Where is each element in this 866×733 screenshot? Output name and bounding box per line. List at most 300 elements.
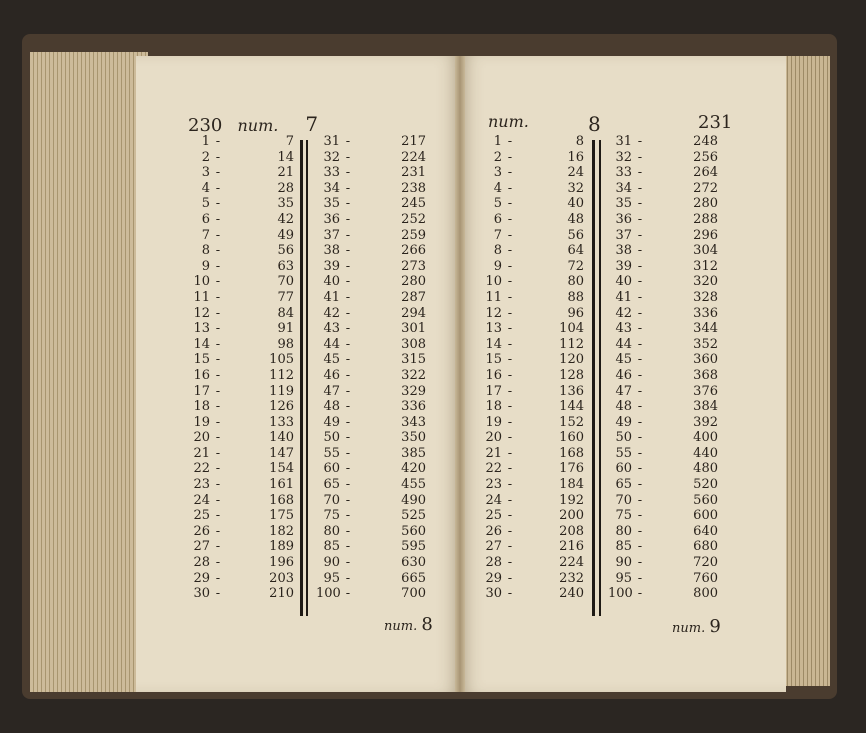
row-product: 64 <box>567 243 584 259</box>
row-product: 98 <box>277 336 294 352</box>
row-number: 48 <box>323 399 340 415</box>
row-product: 245 <box>401 196 426 212</box>
row-dash: - <box>637 508 643 524</box>
row-dash: - <box>637 321 643 337</box>
row-product: 192 <box>559 492 584 508</box>
row-product: 224 <box>559 555 584 571</box>
row-product: 560 <box>693 492 718 508</box>
row-number: 44 <box>615 336 632 352</box>
row-dash: - <box>637 274 643 290</box>
row-product: 400 <box>693 430 718 446</box>
table-row <box>608 352 728 368</box>
row-product: 308 <box>401 336 426 352</box>
left-table-number: 7 <box>305 112 319 136</box>
table-row <box>186 352 296 368</box>
row-number: 7 <box>493 227 502 243</box>
row-number: 49 <box>323 414 340 430</box>
table-row <box>186 321 296 337</box>
table-row <box>316 586 436 602</box>
row-product: 77 <box>277 289 294 305</box>
table-row <box>316 321 436 337</box>
table-row <box>478 384 588 400</box>
row-dash: - <box>637 165 643 181</box>
row-dash: - <box>215 555 221 571</box>
row-dash: - <box>215 383 221 399</box>
row-dash: - <box>345 445 351 461</box>
row-dash: - <box>507 414 513 430</box>
row-number: 35 <box>323 196 340 212</box>
table-row <box>316 165 436 181</box>
left-num-label: num. <box>237 116 279 135</box>
row-dash: - <box>507 570 513 586</box>
table-row <box>186 508 296 524</box>
row-dash: - <box>345 165 351 181</box>
row-product: 136 <box>559 383 584 399</box>
row-dash: - <box>345 555 351 571</box>
row-dash: - <box>507 586 513 602</box>
row-number: 42 <box>323 305 340 321</box>
row-dash: - <box>345 289 351 305</box>
row-number: 39 <box>323 258 340 274</box>
row-number: 33 <box>323 165 340 181</box>
table-row <box>316 461 436 477</box>
row-product: 320 <box>693 274 718 290</box>
row-product: 392 <box>693 414 718 430</box>
table-row <box>186 259 296 275</box>
left-table-column-1 <box>186 134 296 602</box>
row-number: 55 <box>323 445 340 461</box>
table-row <box>316 181 436 197</box>
table-row <box>608 290 728 306</box>
table-row <box>316 368 436 384</box>
table-row <box>608 243 728 259</box>
row-number: 32 <box>323 149 340 165</box>
row-product: 700 <box>401 586 426 602</box>
row-number: 25 <box>485 508 502 524</box>
row-dash: - <box>507 477 513 493</box>
table-row <box>478 352 588 368</box>
row-dash: - <box>215 352 221 368</box>
row-number: 40 <box>323 274 340 290</box>
row-dash: - <box>345 352 351 368</box>
table-row <box>478 337 588 353</box>
table-row <box>608 493 728 509</box>
row-number: 23 <box>193 477 210 493</box>
row-number: 40 <box>615 274 632 290</box>
row-number: 43 <box>615 321 632 337</box>
row-product: 315 <box>401 352 426 368</box>
table-row <box>316 228 436 244</box>
table-row <box>478 461 588 477</box>
row-number: 47 <box>323 383 340 399</box>
row-number: 24 <box>485 492 502 508</box>
row-dash: - <box>215 180 221 196</box>
row-product: 385 <box>401 445 426 461</box>
right-catchword-number: 9 <box>709 616 721 637</box>
table-row <box>608 430 728 446</box>
row-number: 6 <box>201 211 210 227</box>
row-number: 41 <box>615 289 632 305</box>
row-dash: - <box>215 165 221 181</box>
row-product: 72 <box>567 258 584 274</box>
row-dash: - <box>637 149 643 165</box>
table-row <box>316 446 436 462</box>
table-row <box>608 477 728 493</box>
row-dash: - <box>345 492 351 508</box>
row-dash: - <box>215 196 221 212</box>
row-product: 680 <box>693 539 718 555</box>
row-dash: - <box>345 383 351 399</box>
table-row <box>316 306 436 322</box>
table-row <box>316 134 436 150</box>
row-dash: - <box>637 180 643 196</box>
row-number: 38 <box>323 243 340 259</box>
row-number: 26 <box>485 523 502 539</box>
row-number: 4 <box>493 180 502 196</box>
row-product: 352 <box>693 336 718 352</box>
row-number: 43 <box>323 321 340 337</box>
table-row <box>316 477 436 493</box>
left-catchword-text: num. <box>384 619 418 634</box>
table-row <box>608 196 728 212</box>
table-row <box>186 274 296 290</box>
row-dash: - <box>637 570 643 586</box>
row-product: 133 <box>269 414 294 430</box>
row-product: 49 <box>277 227 294 243</box>
row-number: 60 <box>323 461 340 477</box>
row-product: 231 <box>401 165 426 181</box>
row-dash: - <box>637 196 643 212</box>
table-row <box>186 337 296 353</box>
row-product: 200 <box>559 508 584 524</box>
row-dash: - <box>637 289 643 305</box>
table-row <box>608 446 728 462</box>
row-number: 41 <box>323 289 340 305</box>
table-row <box>316 508 436 524</box>
row-product: 140 <box>269 430 294 446</box>
row-dash: - <box>345 477 351 493</box>
row-product: 272 <box>693 180 718 196</box>
right-page-number: 231 <box>698 112 733 133</box>
row-product: 336 <box>401 399 426 415</box>
row-dash: - <box>507 492 513 508</box>
table-row <box>316 352 436 368</box>
row-number: 25 <box>193 508 210 524</box>
row-product: 154 <box>269 461 294 477</box>
row-dash: - <box>637 477 643 493</box>
row-product: 70 <box>277 274 294 290</box>
row-number: 48 <box>615 399 632 415</box>
row-number: 8 <box>201 243 210 259</box>
table-row <box>478 306 588 322</box>
table-row <box>316 399 436 415</box>
row-dash: - <box>507 211 513 227</box>
row-product: 224 <box>401 149 426 165</box>
row-product: 84 <box>277 305 294 321</box>
table-row <box>478 321 588 337</box>
table-row <box>186 181 296 197</box>
row-number: 3 <box>493 165 502 181</box>
row-number: 49 <box>615 414 632 430</box>
table-row <box>478 243 588 259</box>
table-row <box>478 430 588 446</box>
row-number: 10 <box>193 274 210 290</box>
row-product: 480 <box>693 461 718 477</box>
row-product: 525 <box>401 508 426 524</box>
row-dash: - <box>215 586 221 602</box>
row-product: 189 <box>269 539 294 555</box>
row-dash: - <box>215 227 221 243</box>
row-number: 33 <box>615 165 632 181</box>
table-row <box>186 571 296 587</box>
table-row <box>186 493 296 509</box>
left-column-rule <box>300 140 303 616</box>
row-product: 210 <box>269 586 294 602</box>
row-number: 30 <box>193 586 210 602</box>
row-number: 26 <box>193 523 210 539</box>
row-dash: - <box>345 336 351 352</box>
table-row <box>186 446 296 462</box>
table-row <box>316 243 436 259</box>
left-page-header <box>188 112 318 136</box>
row-number: 15 <box>485 352 502 368</box>
row-product: 216 <box>559 539 584 555</box>
row-dash: - <box>507 445 513 461</box>
row-product: 119 <box>269 383 294 399</box>
table-row <box>186 306 296 322</box>
row-dash: - <box>345 539 351 555</box>
table-row <box>316 524 436 540</box>
row-number: 14 <box>485 336 502 352</box>
row-dash: - <box>215 258 221 274</box>
row-dash: - <box>345 196 351 212</box>
row-dash: - <box>345 227 351 243</box>
table-row <box>316 539 436 555</box>
table-row <box>186 290 296 306</box>
table-row <box>316 196 436 212</box>
row-number: 9 <box>493 258 502 274</box>
table-row <box>186 384 296 400</box>
row-number: 3 <box>201 165 210 181</box>
row-product: 259 <box>401 227 426 243</box>
row-dash: - <box>637 227 643 243</box>
row-number: 90 <box>615 555 632 571</box>
table-row <box>608 165 728 181</box>
row-product: 63 <box>277 258 294 274</box>
left-catchword <box>384 614 433 635</box>
row-number: 31 <box>323 134 340 149</box>
row-dash: - <box>507 180 513 196</box>
row-product: 301 <box>401 321 426 337</box>
row-product: 120 <box>559 352 584 368</box>
row-dash: - <box>215 321 221 337</box>
row-dash: - <box>507 336 513 352</box>
row-dash: - <box>507 461 513 477</box>
row-dash: - <box>215 414 221 430</box>
right-table-column-2 <box>608 134 728 602</box>
row-dash: - <box>215 399 221 415</box>
row-number: 45 <box>323 352 340 368</box>
row-number: 46 <box>615 367 632 383</box>
row-dash: - <box>637 305 643 321</box>
left-catchword-number: 8 <box>421 614 433 635</box>
row-dash: - <box>507 430 513 446</box>
row-dash: - <box>345 430 351 446</box>
table-row <box>478 399 588 415</box>
row-dash: - <box>507 227 513 243</box>
row-product: 16 <box>567 149 584 165</box>
table-row <box>608 321 728 337</box>
row-product: 595 <box>401 539 426 555</box>
row-number: 6 <box>493 211 502 227</box>
row-product: 376 <box>693 383 718 399</box>
row-dash: - <box>507 383 513 399</box>
table-row <box>608 384 728 400</box>
row-product: 368 <box>693 367 718 383</box>
table-row <box>316 571 436 587</box>
row-number: 47 <box>615 383 632 399</box>
table-row <box>478 368 588 384</box>
table-row <box>186 539 296 555</box>
table-row <box>608 555 728 571</box>
row-dash: - <box>215 134 221 149</box>
table-row <box>186 368 296 384</box>
row-dash: - <box>215 477 221 493</box>
row-number: 42 <box>615 305 632 321</box>
table-row <box>186 228 296 244</box>
row-number: 46 <box>323 367 340 383</box>
row-dash: - <box>507 539 513 555</box>
table-row <box>478 539 588 555</box>
row-product: 344 <box>693 321 718 337</box>
row-product: 196 <box>269 555 294 571</box>
row-dash: - <box>507 305 513 321</box>
row-dash: - <box>507 399 513 415</box>
row-product: 490 <box>401 492 426 508</box>
table-row <box>316 212 436 228</box>
row-dash: - <box>637 367 643 383</box>
row-product: 217 <box>401 134 426 149</box>
row-product: 322 <box>401 367 426 383</box>
row-number: 9 <box>201 258 210 274</box>
row-product: 760 <box>693 570 718 586</box>
row-product: 248 <box>693 134 718 149</box>
row-dash: - <box>215 523 221 539</box>
row-product: 24 <box>567 165 584 181</box>
row-number: 16 <box>485 367 502 383</box>
row-product: 88 <box>567 289 584 305</box>
right-table-number: 8 <box>588 112 601 136</box>
row-number: 16 <box>193 367 210 383</box>
row-number: 11 <box>485 289 502 305</box>
row-product: 455 <box>401 477 426 493</box>
row-product: 147 <box>269 445 294 461</box>
row-dash: - <box>637 399 643 415</box>
row-dash: - <box>637 523 643 539</box>
row-product: 640 <box>693 523 718 539</box>
row-product: 720 <box>693 555 718 571</box>
row-number: 36 <box>323 211 340 227</box>
row-number: 50 <box>323 430 340 446</box>
table-row <box>608 306 728 322</box>
row-number: 21 <box>193 445 210 461</box>
row-product: 28 <box>277 180 294 196</box>
row-dash: - <box>637 352 643 368</box>
row-product: 126 <box>269 399 294 415</box>
table-row <box>186 415 296 431</box>
table-row <box>608 368 728 384</box>
row-product: 343 <box>401 414 426 430</box>
row-dash: - <box>637 414 643 430</box>
row-number: 12 <box>193 305 210 321</box>
row-dash: - <box>215 149 221 165</box>
right-column-rule <box>592 140 595 616</box>
row-dash: - <box>507 523 513 539</box>
left-page-number: 230 <box>188 115 223 136</box>
table-row <box>316 415 436 431</box>
row-number: 11 <box>193 289 210 305</box>
row-product: 161 <box>269 477 294 493</box>
row-product: 273 <box>401 258 426 274</box>
row-dash: - <box>215 508 221 524</box>
row-dash: - <box>345 523 351 539</box>
row-number: 19 <box>485 414 502 430</box>
table-row <box>608 212 728 228</box>
table-row <box>186 196 296 212</box>
row-product: 630 <box>401 555 426 571</box>
row-number: 55 <box>615 445 632 461</box>
table-row <box>608 415 728 431</box>
row-number: 34 <box>323 180 340 196</box>
table-row <box>608 274 728 290</box>
table-row <box>316 150 436 166</box>
row-number: 37 <box>323 227 340 243</box>
table-row <box>186 524 296 540</box>
table-row <box>608 399 728 415</box>
table-row <box>478 586 588 602</box>
table-row <box>478 524 588 540</box>
table-row <box>478 165 588 181</box>
table-row <box>478 555 588 571</box>
row-dash: - <box>345 321 351 337</box>
row-product: 175 <box>269 508 294 524</box>
row-number: 31 <box>615 134 632 149</box>
table-row <box>608 181 728 197</box>
row-product: 184 <box>559 477 584 493</box>
row-number: 28 <box>485 555 502 571</box>
row-number: 5 <box>493 196 502 212</box>
row-dash: - <box>507 555 513 571</box>
table-row <box>316 259 436 275</box>
row-product: 56 <box>277 243 294 259</box>
row-product: 350 <box>401 430 426 446</box>
row-number: 95 <box>323 570 340 586</box>
row-number: 80 <box>323 523 340 539</box>
table-row <box>186 461 296 477</box>
table-row <box>478 196 588 212</box>
row-number: 14 <box>193 336 210 352</box>
row-product: 56 <box>567 227 584 243</box>
row-dash: - <box>215 305 221 321</box>
right-column-rule-inner <box>599 140 601 616</box>
row-number: 17 <box>485 383 502 399</box>
row-dash: - <box>345 586 351 602</box>
row-dash: - <box>345 461 351 477</box>
row-dash: - <box>345 570 351 586</box>
table-row <box>478 290 588 306</box>
row-dash: - <box>637 243 643 259</box>
table-row <box>478 150 588 166</box>
